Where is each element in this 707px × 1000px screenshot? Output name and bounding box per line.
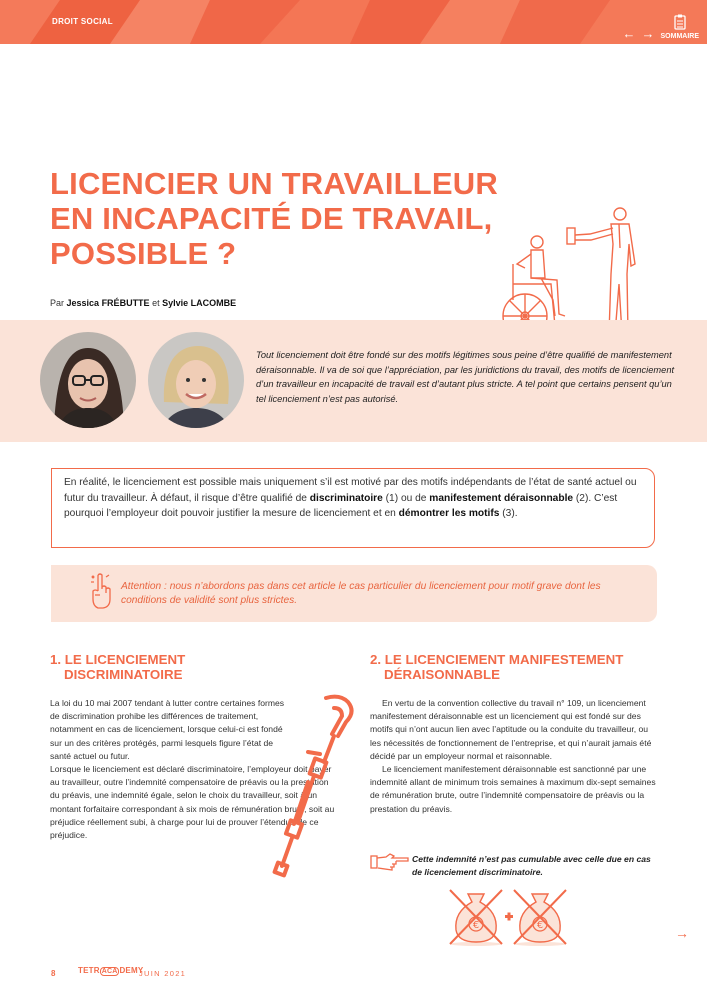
arrow-right-icon[interactable]: → xyxy=(641,26,655,41)
section-title: DISCRIMINATOIRE xyxy=(64,667,183,682)
money-bags-illustration xyxy=(444,886,572,946)
arrow-right-icon[interactable]: → xyxy=(675,925,689,941)
author-photo-1 xyxy=(40,332,136,428)
summary-label: SOMMAIRE xyxy=(660,33,699,40)
author-name: Jessica FRÉBUTTE xyxy=(66,298,150,308)
byline xyxy=(50,298,236,308)
lede-text: (1) ou de xyxy=(382,492,430,504)
paragraph: Lorsque le licenciement est déclaré discriminatoire, l’employeur doit payer au travailleur, outre l’indemnité compensatoire de préavis ou la prestation du préavis, une indemnité égale, selon le choix du travailleur, soit à un montant forfaitaire correspondant à six mois de rémunération brute, soit au préjudice réellement subi, à charge pour lui de prouver l’étendue de ce préjudice. xyxy=(50,764,335,841)
crutch-illustration xyxy=(268,692,360,878)
note-text: Cette indemnité n’est pas cumulable avec celle due en cas de licenciement discriminatoire. xyxy=(412,854,651,878)
logo-text: DEMY xyxy=(119,966,144,975)
byline-prefix: Par xyxy=(50,298,65,308)
intro-text: Tout licenciement doit être fondé sur des motifs légitimes sous peine d’être qualifié de manifestement déraisonnable. Il va de soi que l’appréciation, par les juridictions du travail, des motifs de licenciement d’un travailleur en incapacité de travail est d’autant plus stricte. A tel point que certains pensent qu’un tel licenciement n’est pas autorisé. xyxy=(256,350,675,404)
title-line: POSSIBLE ? xyxy=(50,236,237,271)
paragraph: En vertu de la convention collective du travail n° 109, un licenciement manifestement déraisonnable est un licenciement qui est fondé sur des motifs qui n’ont aucun lien avec l’aptitude ou la conduite du travailleur, ou les nécessités de fonctionnement de l’entreprise, et qui n’aurait jamais été décidé par un employeur normal et raisonnable. xyxy=(370,698,652,761)
title-line: EN INCAPACITÉ DE TRAVAIL, xyxy=(50,201,493,236)
lede-text: (3). xyxy=(499,508,518,520)
section-label: DROIT SOCIAL xyxy=(52,17,113,26)
clipboard-icon xyxy=(674,14,686,30)
lede-text: En réalité, le licenciement est possible mais uniquement s’il est motivé par des motifs indépendants de l’état de santé actuel ou futur du travailleur. À défaut, il risque d’être qualifié de xyxy=(64,477,637,504)
lede-box xyxy=(51,468,655,548)
attention-text: Attention : nous n’abordons pas dans cet article le cas particulier du licenciement pour motif grave dont les conditions de validité sont plus strictes. xyxy=(121,581,601,606)
page-number: 8 xyxy=(51,969,56,978)
issue-date: JUIN 2021 xyxy=(139,969,187,978)
summary-button[interactable] xyxy=(661,14,700,40)
pointing-hand-icon xyxy=(370,852,410,872)
brand-logo xyxy=(78,966,143,975)
author-name: Sylvie LACOMBE xyxy=(162,298,237,308)
section-title: DÉRAISONNABLE xyxy=(384,667,500,682)
title-line: LICENCIER UN TRAVAILLEUR xyxy=(50,166,498,201)
byline-conjunction: et xyxy=(152,298,160,308)
section-2-body xyxy=(370,697,658,816)
author-photo-2 xyxy=(148,332,244,428)
paragraph: La loi du 10 mai 2007 tendant à lutter contre certaines formes de discrimination prohibe les différences de traitement, notamment en cas de licenciement, lorsque celui-ci est fondé sur un des critères protégés, parmi lesquels figure l’état de santé actuel ou futur. xyxy=(50,698,285,761)
section-number: 1. xyxy=(50,652,62,667)
section-1-heading xyxy=(50,652,280,682)
section-title: LE LICENCIEMENT xyxy=(64,652,186,667)
lede-emphasis: manifestement déraisonnable xyxy=(429,492,574,504)
lede-emphasis: discriminatoire xyxy=(309,492,383,504)
arrow-left-icon[interactable]: ← xyxy=(622,26,636,41)
lede-text: (2). C’est pourquoi l’employeur doit pouvoir justifier la mesure de licenciement et en xyxy=(64,492,618,520)
svg-text:€: € xyxy=(472,920,480,931)
section-number: 2. xyxy=(370,652,382,667)
raised-finger-hand-icon xyxy=(90,573,112,611)
lede-emphasis: démontrer les motifs xyxy=(398,508,500,520)
section-2-heading xyxy=(370,652,670,682)
logo-text: TETR xyxy=(78,966,100,975)
header-nav xyxy=(623,6,700,40)
svg-text:€: € xyxy=(536,920,544,931)
paragraph: Le licenciement manifestement déraisonnable est sanctionné par une indemnité allant de minimum trois semaines à maximum dix-sept semaines de rémunération brute, outre l’indemnité compensatoire de préavis ou la prestation du préavis. xyxy=(370,764,656,814)
logo-text: ACA xyxy=(101,968,118,975)
section-title: LE LICENCIEMENT MANIFESTEMENT xyxy=(384,652,624,667)
